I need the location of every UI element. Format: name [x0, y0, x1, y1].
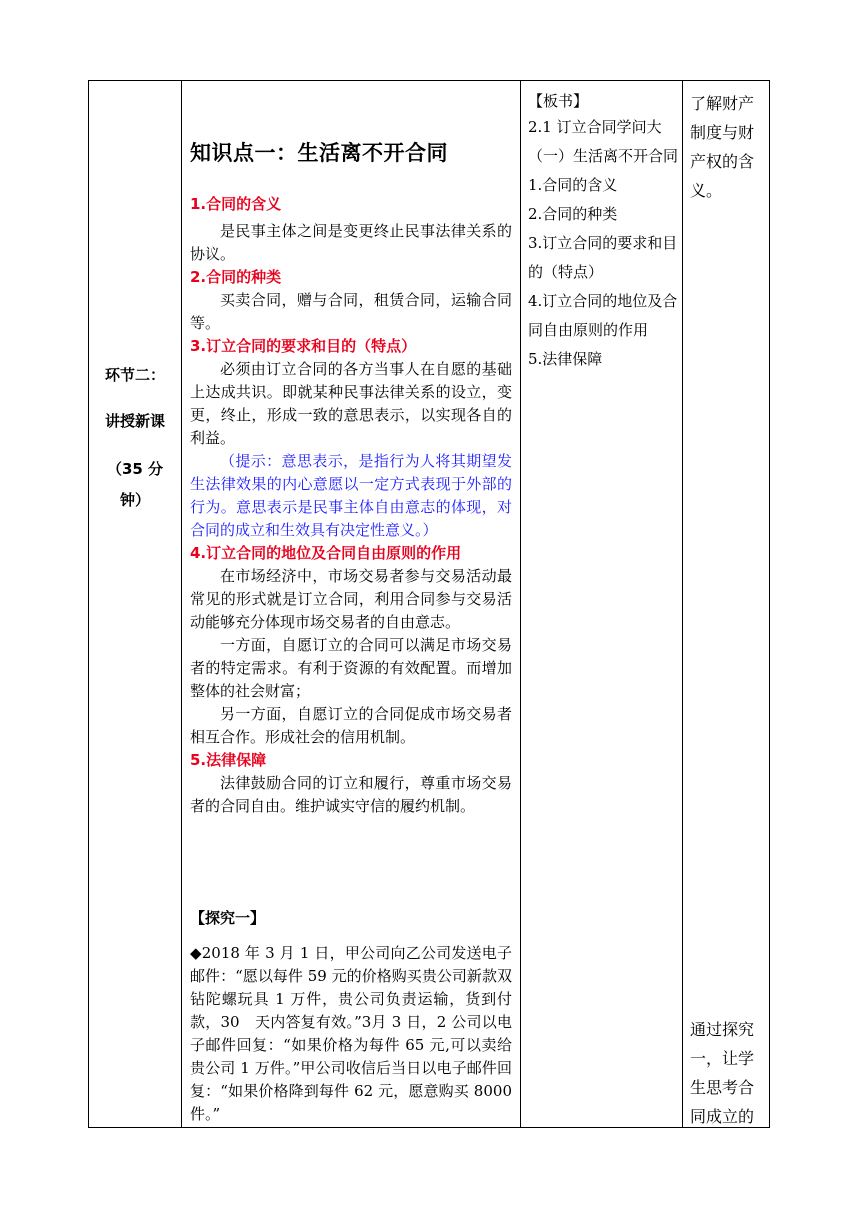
paragraph-2: 买卖合同，赠与合同，租赁合同，运输合同等。 — [190, 291, 512, 332]
blackboard-item: 2.1 订立合同学问大 — [528, 118, 662, 136]
heading-3: 3.订立合同的要求和目的（特点） — [190, 337, 417, 355]
blackboard-item: 1.合同的含义 — [528, 176, 618, 194]
case-text: ◆2018 年 3 月 1 日，甲公司向乙公司发送电子邮件：“愿以每件 59 元的价格购买贵公司新款双钻陀螺玩具 1 万件，贵公司负责运输，货到付款，30 天内答复有效。”3月 3 日，2 公司以电子邮件回复：“如果价格为每件 65 元,可以卖给贵公司 1 万件。”甲公司收信后当日以电子邮件回复：“如果价格降到每件 62 元，愿意购买 8000 件。” — [190, 944, 512, 1123]
paragraph-4a: 在市场经济中，市场交易者参与交易活动最常见的形式就是订立合同，利用合同参与交易活动能够充分体现市场交易者的自由意志。 — [190, 567, 512, 631]
blackboard-item: 2.合同的种类 — [528, 205, 618, 223]
section-name: 环节二： — [104, 366, 165, 384]
blackboard-item: 5.法律保障 — [528, 350, 603, 368]
paragraph-3: 必须由订立合同的各方当事人在自愿的基础上达成共识。即就某种民事法律关系的设立，变更，终止，形成一致的意思表示，以实现各自的利益。 — [190, 360, 512, 447]
paragraph-4c: 另一方面，自愿订立的合同促成市场交易者相互合作。形成社会的信用机制。 — [190, 705, 512, 746]
blackboard — [528, 89, 678, 374]
section-duration: （35 分 — [106, 460, 164, 478]
blackboard-item: 4.订立合同的地位及合同自由原则的作用 — [528, 292, 678, 339]
blackboard-item: （一）生活离不开合同 — [528, 147, 679, 165]
goals-column — [682, 81, 771, 1127]
heading-2: 2.合同的种类 — [190, 268, 282, 286]
heading-5: 5.法律保障 — [190, 751, 267, 769]
heading-4: 4.订立合同的地位及合同自由原则的作用 — [190, 544, 462, 562]
content-column — [181, 81, 520, 1127]
hint-paragraph: （提示：意思表示，是指行为人将其期望发生法律效果的内心意愿以一定方式表现于外部的行为。意思表示是民事主体自由意志的体现，对合同的成立和生效具有决定性意义。） — [190, 452, 512, 539]
heading-1: 1.合同的含义 — [190, 195, 282, 213]
paragraph-5: 法律鼓励合同的订立和履行，尊重市场交易者的合同自由。维护诚实守信的履约机制。 — [190, 774, 512, 815]
blackboard-item: 3.订立合同的要求和目的（特点） — [528, 234, 678, 281]
goal-2: 通过探究一，让学生思考合同成立的 — [690, 1020, 755, 1126]
blackboard-heading: 【板书】 — [528, 92, 589, 110]
section-column — [89, 81, 181, 1127]
inquiry-section — [190, 907, 512, 1126]
paragraph-4b: 一方面，自愿订立的合同可以满足市场交易者的特定需求。有利于资源的有效配置。而增加整体的社会财富； — [190, 636, 512, 700]
content-body — [190, 193, 512, 818]
page-title: 知识点一：生活离不开合同 — [190, 141, 448, 165]
goal-1: 了解财产制度与财产权的含义。 — [690, 94, 755, 200]
paragraph-1: 是民事主体之间是变更终止民事法律关系的协议。 — [190, 222, 512, 263]
inquiry-title: 【探究一】 — [190, 909, 266, 927]
section-duration-cont: 钟） — [119, 491, 150, 509]
blackboard-column — [520, 81, 682, 1127]
section-activity: 讲授新课 — [104, 412, 165, 430]
lesson-plan-table — [88, 80, 770, 1128]
